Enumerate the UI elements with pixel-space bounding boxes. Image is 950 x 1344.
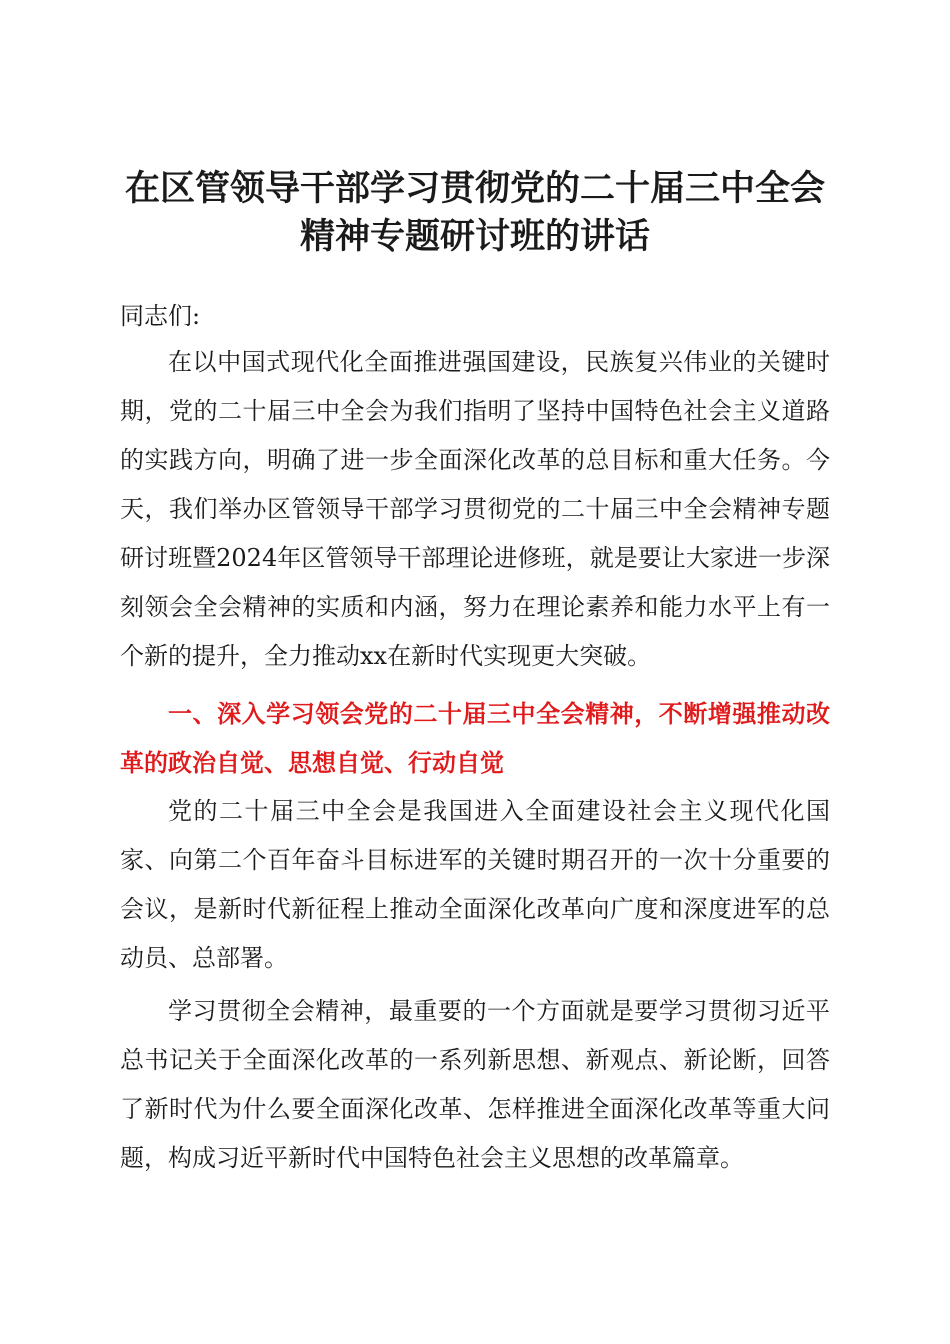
salutation: 同志们: <box>120 302 201 330</box>
paragraph-intro: 在以中国式现代化全面推进强国建设，民族复兴伟业的关键时期，党的二十届三中全会为我们指明了坚持中国特色社会主义道路的实践方向，明确了进一步全面深化改革的总目标和重大任务。今天，我们举办区管领导干部学习贯彻党的二十届三中全会精神专题研讨班暨2024年区管领导干部理论进修班，就是要让大家进一步深刻领会全会精神的实质和内涵，努力在理论素养和能力水平上有一个新的提升，全力推动xx在新时代实现更大突破。 <box>120 348 830 670</box>
paragraph-section1-b: 学习贯彻全会精神，最重要的一个方面就是要学习贯彻习近平总书记关于全面深化改革的一系列新思想、新观点、新论断，回答了新时代为什么要全面深化改革、怎样推进全面深化改革等重大问题，构成习近平新时代中国特色社会主义思想的改革篇章。 <box>120 997 830 1172</box>
document-title-line-2: 精神专题研讨班的讲话 <box>299 216 650 257</box>
section-heading-1: 一、深入学习领会党的二十届三中全会精神，不断增强推动改革的政治自觉、思想自觉、行动自觉 <box>120 700 830 777</box>
document-title-line-1: 在区管领导干部学习贯彻党的二十届三中全会 <box>124 168 825 209</box>
paragraph-section1-a: 党的二十届三中全会是我国进入全面建设社会主义现代化国家、向第二个百年奋斗目标进军的关键时期召开的一次十分重要的会议，是新时代新征程上推动全面深化改革向广度和深度进军的总动员、总部署。 <box>120 797 830 972</box>
